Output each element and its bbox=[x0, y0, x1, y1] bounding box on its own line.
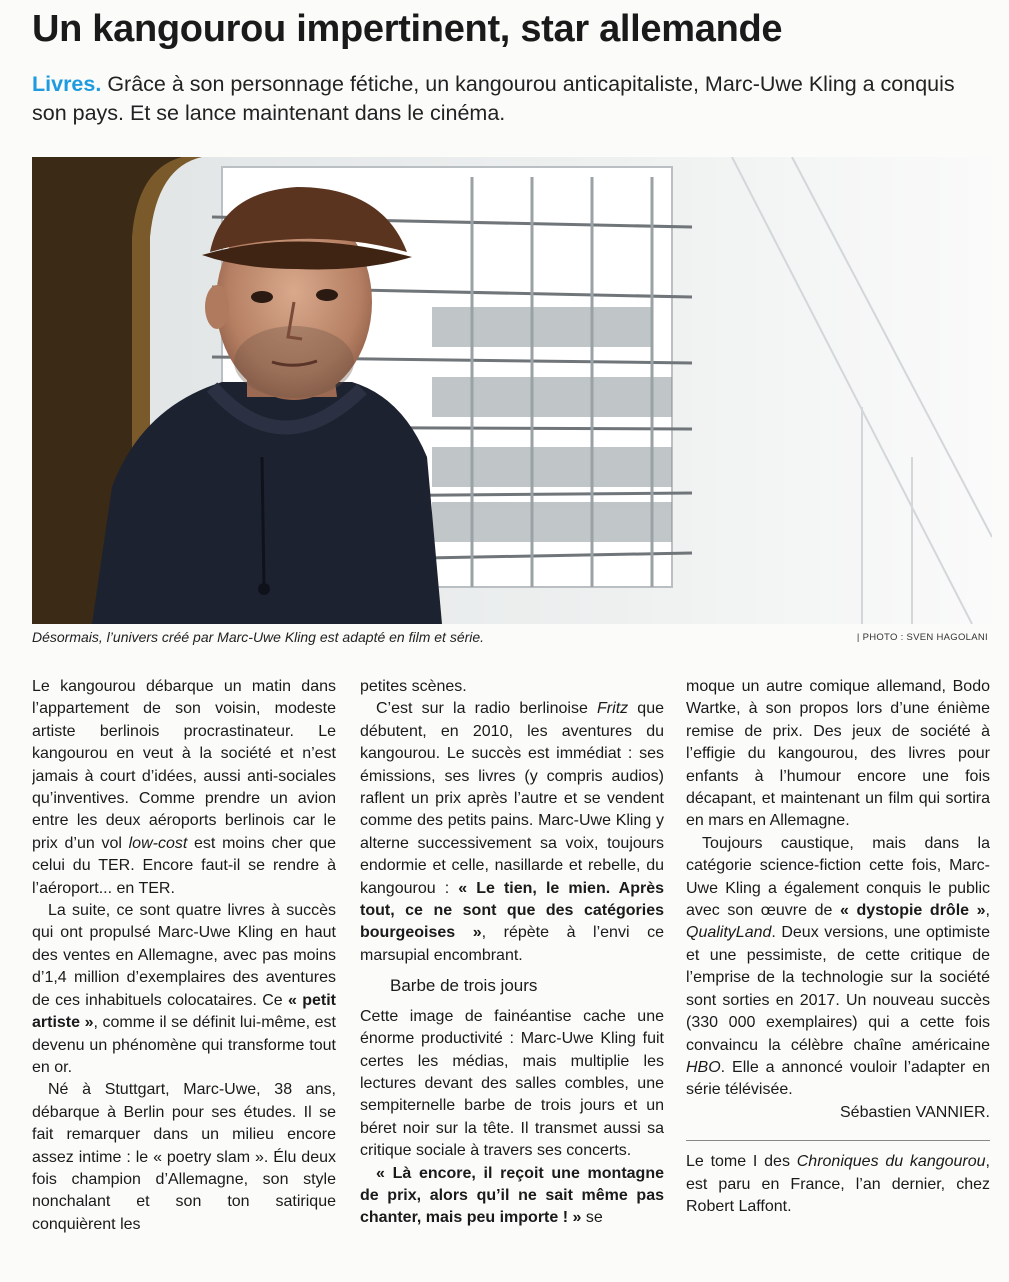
bold-quote: « Là encore, il reçoit une montagne de prix, alors qu’il ne sait même pas chanter, mais peu importe ! » bbox=[360, 1164, 664, 1227]
book-note bbox=[686, 1151, 990, 1218]
paragraph-text: La suite, ce sont quatre livres à succès qui ont propulsé Marc-Uwe Kling en haut des ventes en Allemagne, avec pas moins d’1,4 million d’exemplaires des aventures de ces inhabituels colocataires. Ce bbox=[32, 902, 336, 1009]
photo-caption: Désormais, l’univers créé par Marc-Uwe Kling est adapté en film et série. bbox=[32, 629, 485, 645]
bold-quote: « Le tien, le mien. Après tout, ce ne sont que des catégories bourgeoises » bbox=[360, 879, 664, 942]
italic-term: HBO bbox=[686, 1058, 721, 1076]
paragraph: petites scènes. bbox=[360, 678, 467, 695]
paragraph bbox=[32, 676, 336, 900]
photo-credit: | PHOTO : SVEN HAGOLANI bbox=[856, 632, 988, 643]
paragraph-text: , bbox=[985, 902, 990, 920]
paragraph bbox=[360, 698, 664, 967]
paragraph-text: , est paru en France, l’an dernier, chez Robert Laffont. bbox=[686, 1153, 990, 1215]
body-column-3 bbox=[686, 676, 990, 1266]
rubric-label: Livres. bbox=[32, 72, 102, 96]
paragraph-text: , comme il se définit lui-même, est devenu un phénomène qui transforme tout en or. bbox=[32, 1014, 336, 1076]
deck-text: Grâce à son personnage fétiche, un kangourou anticapitaliste, Marc-Uwe Kling a conquis son pays. Et se lance maintenant dans le cinéma. bbox=[32, 72, 955, 125]
paragraph: Né à Stuttgart, Marc-Uwe, 38 ans, débarque à Berlin pour ses études. Il se fait remarquer dans un milieu encore assez intime : le « poetry slam ». Élu deux fois champion d’Allemagne, son style nonchalant et son ton satirique conquièrent les bbox=[32, 1081, 336, 1233]
deck bbox=[32, 70, 992, 128]
author-signature: Sébastien VANNIER. bbox=[840, 1103, 990, 1121]
bold-quote: « petit artiste » bbox=[32, 991, 336, 1032]
paragraph-text: Le tome I des bbox=[686, 1153, 797, 1171]
italic-term: low-cost bbox=[128, 834, 188, 852]
portrait-illustration bbox=[32, 157, 992, 624]
body-column-1 bbox=[32, 676, 336, 1266]
paragraph-text: Le kangourou débarque un matin dans l’appartement de son voisin, modeste artiste berlinois procrastinateur. Le kangourou en veut à la société et n’est jamais à court d’idées, aussi anti-sociales qu’inventives. Comme prendre un avion entre les deux aéroports berlinois car le prix d’un vol bbox=[32, 678, 336, 852]
paragraph: moque un autre comique allemand, Bodo Wartke, à son propos lors d’une énième remise de prix. Des jeux de société à l’effigie du kangourou, des livres pour enfants à l’humour encore une fois décapant, et maintenant un film qui sortira en mars en Allemagne. bbox=[686, 678, 990, 830]
italic-term: Chroniques du kangourou bbox=[796, 1153, 986, 1171]
paragraph-text: C’est sur la radio berlinoise bbox=[376, 700, 598, 718]
italic-term: Fritz bbox=[597, 700, 629, 718]
portrait-photo bbox=[32, 157, 992, 624]
paragraph-text: , répète à l’envi ce marsupial encombrant. bbox=[360, 924, 664, 964]
paragraph-text: est moins cher que celui du TER. Encore faut-il se rendre à l’aéroport... en TER. bbox=[32, 834, 336, 897]
italic-term: QualityLand bbox=[686, 924, 772, 942]
paragraph: Cette image de fainéantise cache une énorme productivité : Marc-Uwe Kling fuit certes les médias, mais multiplie les lectures devant des salles combles, une sempiternelle barbe de trois jours et un béret noir sur la tête. Il transmet aussi sa critique sociale à travers ses concerts. bbox=[360, 1007, 664, 1160]
caption-row bbox=[32, 629, 992, 649]
body-column-2 bbox=[360, 676, 664, 1266]
paragraph-text: . Elle a annoncé vouloir l’adapter en série télévisée. bbox=[686, 1058, 990, 1099]
paragraph bbox=[32, 900, 336, 1079]
headline: Un kangourou impertinent, star allemande bbox=[32, 8, 783, 50]
divider bbox=[686, 1140, 990, 1141]
subheading: Barbe de trois jours bbox=[390, 976, 538, 996]
paragraph bbox=[686, 833, 990, 1102]
paragraph bbox=[686, 1151, 990, 1218]
paragraph-text: se bbox=[581, 1209, 603, 1227]
paragraph bbox=[360, 1163, 664, 1230]
bold-quote: « dystopie drôle » bbox=[840, 902, 986, 920]
paragraph-text: Toujours caustique, mais dans la catégorie science-fiction cette fois, Marc-Uwe Kling a également conquis le public avec son œuvre de bbox=[686, 834, 990, 920]
paragraph-text: . Deux versions, une optimiste et une pessimiste, de cette critique de l’emprise de la technologie sur la société sont sorties en 2017. Un nouveau succès (330 000 exemplaires) qui a cette fois convaincu la célèbre chaîne américaine bbox=[686, 924, 990, 1054]
paragraph-text: que débutent, en 2010, les aventures du kangourou. Le succès est immédiat : ses émissions, ses livres (y compris audios) raflent un prix après l’autre et se vendent comme des petits pains. Marc-Uwe Kling y alterne successivement sa voix, toujours endormie et celle, nasillarde et rebelle, du kangourou : bbox=[360, 700, 664, 897]
